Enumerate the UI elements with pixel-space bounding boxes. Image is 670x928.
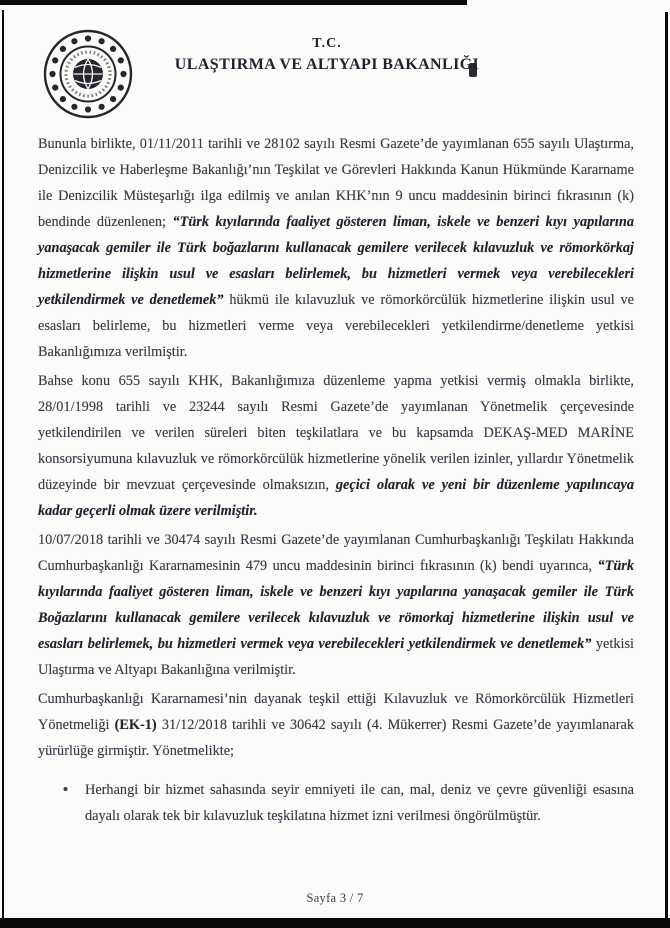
scan-edge-left (2, 10, 4, 918)
text-segment: Herhangi bir hizmet sahasında seyir emniyeti ile can, mal, deniz ve çevre güvenliği esasına dayalı olarak tek bir kılavuzluk teşkilatına hizmet izni verilmesi öngörülmüştür. (85, 782, 634, 824)
letterhead (0, 26, 670, 126)
republic-title: T.C. (312, 36, 342, 51)
text-segment: Bununla birlikte, 01/11/2011 tarihli ve 28102 sayılı Resmi Gazete’de yayımlanan 655 sayılı Ulaştırma, Denizcilik ve Haberleşme Bakanlığı’nın Teşkilat ve Görevleri Hakkında Kanun Hükmünde Kararname ile Denizcilik Müsteşarlığı ilga edilmiş ve anılan KHK’nın 9 uncu maddesinin birinci fıkrasının (k) bendinde düzenlenen; (38, 136, 634, 230)
paragraph (38, 368, 634, 524)
ministry-title: ULAŞTIRMA VE ALTYAPI BAKANLIĞI (174, 56, 480, 73)
text-segment: Bahse konu 655 sayılı KHK, Bakanlığımıza düzenleme yapma yetkisi vermiş olmakla birlikte, 28/01/1998 tarihli ve 23244 sayılı Resmi Gazete’de yayımlanan Yönetmelik çerçevesinde yetkilendirilen ve verilen süreleri biten teşkilatlara ve bu kapsamda DEKAŞ-MED MARİNE konsorsiyumuna kılavuzluk ve römorkörcülük hizmetlerine yönelik verilen izinler, yıllardır Yönetmelik düzeyinde bir mevzuat çerçevesinde olmaksızın, (38, 373, 634, 493)
text-segment: yetkisi Ulaştırma ve Altyapı Bakanlığına verilmiştir. (38, 636, 634, 678)
bullet-item (38, 777, 634, 829)
scan-edge-top (0, 0, 467, 5)
scan-edge-right (665, 12, 668, 928)
document-paragraphs (38, 131, 634, 829)
letterhead-titles (0, 36, 654, 74)
text-segment: “Türk kıyılarında faaliyet gösteren liman, iskele ve benzeri kıyı yapılarına yanaşacak gemiler ile Türk boğazlarını kullanacak gemilere verilecek kılavuzluk ve römorkörkaj hizmetlerine ilişkin usul ve esasları belirlemek, bu hizmetleri vermek veya verebilecekleri yetkilendirmek ve denetlemek” (38, 214, 634, 308)
text-segment: hükmü ile kılavuzluk ve römorkörcülük hizmetlerine ilişkin usul ve esasları belirleme, bu hizmetleri verme veya verebilecekleri yetkilendirme/denetleme yetkisi Bakanlığımıza verilmiştir. (38, 292, 634, 360)
scan-edge-bottom (0, 918, 670, 928)
page-footer (0, 891, 670, 906)
page-number-label: Sayfa 3 / 7 (306, 891, 364, 905)
document-body (38, 131, 634, 832)
paragraph (38, 131, 634, 365)
paragraph (38, 686, 634, 764)
text-segment: geçici olarak ve yeni bir düzenleme yapılıncaya kadar geçerli olmak üzere verilmiştir. (38, 477, 634, 519)
text-segment: 10/07/2018 tarihli ve 30474 sayılı Resmi Gazete’de yayımlanan Cumhurbaşkanlığı Teşkilatı Hakkında Cumhurbaşkanlığı Kararnamesinin 479 uncu maddesinin birinci fıkrasının (k) bendi uyarınca, (38, 532, 634, 574)
text-segment: 31/12/2018 tarihli ve 30642 sayılı (4. Mükerrer) Resmi Gazete’de yayımlanarak yürürlüğe girmiştir. Yönetmelikte; (38, 717, 635, 759)
bullet-marker-icon: • (63, 782, 69, 798)
text-segment: (EK-1) (114, 717, 157, 733)
text-segment: “Türk kıyılarında faaliyet gösteren liman, iskele ve benzeri kıyı yapılarına yanaşacak gemiler ile Türk Boğazlarını kullanacak gemilere verilecek kılavuzluk ve römorkaj hizmetlerine ilişkin usul ve esasları belirlemek, bu hizmetleri vermek veya verebilecekleri yetkilendirmek ve denetlemek” (38, 558, 634, 652)
paragraph (38, 527, 634, 683)
text-segment: Cumhurbaşkanlığı Kararnamesi’nin dayanak teşkil ettiği Kılavuzluk ve Römorkörcülük Hizmetleri Yönetmeliği (38, 691, 634, 733)
